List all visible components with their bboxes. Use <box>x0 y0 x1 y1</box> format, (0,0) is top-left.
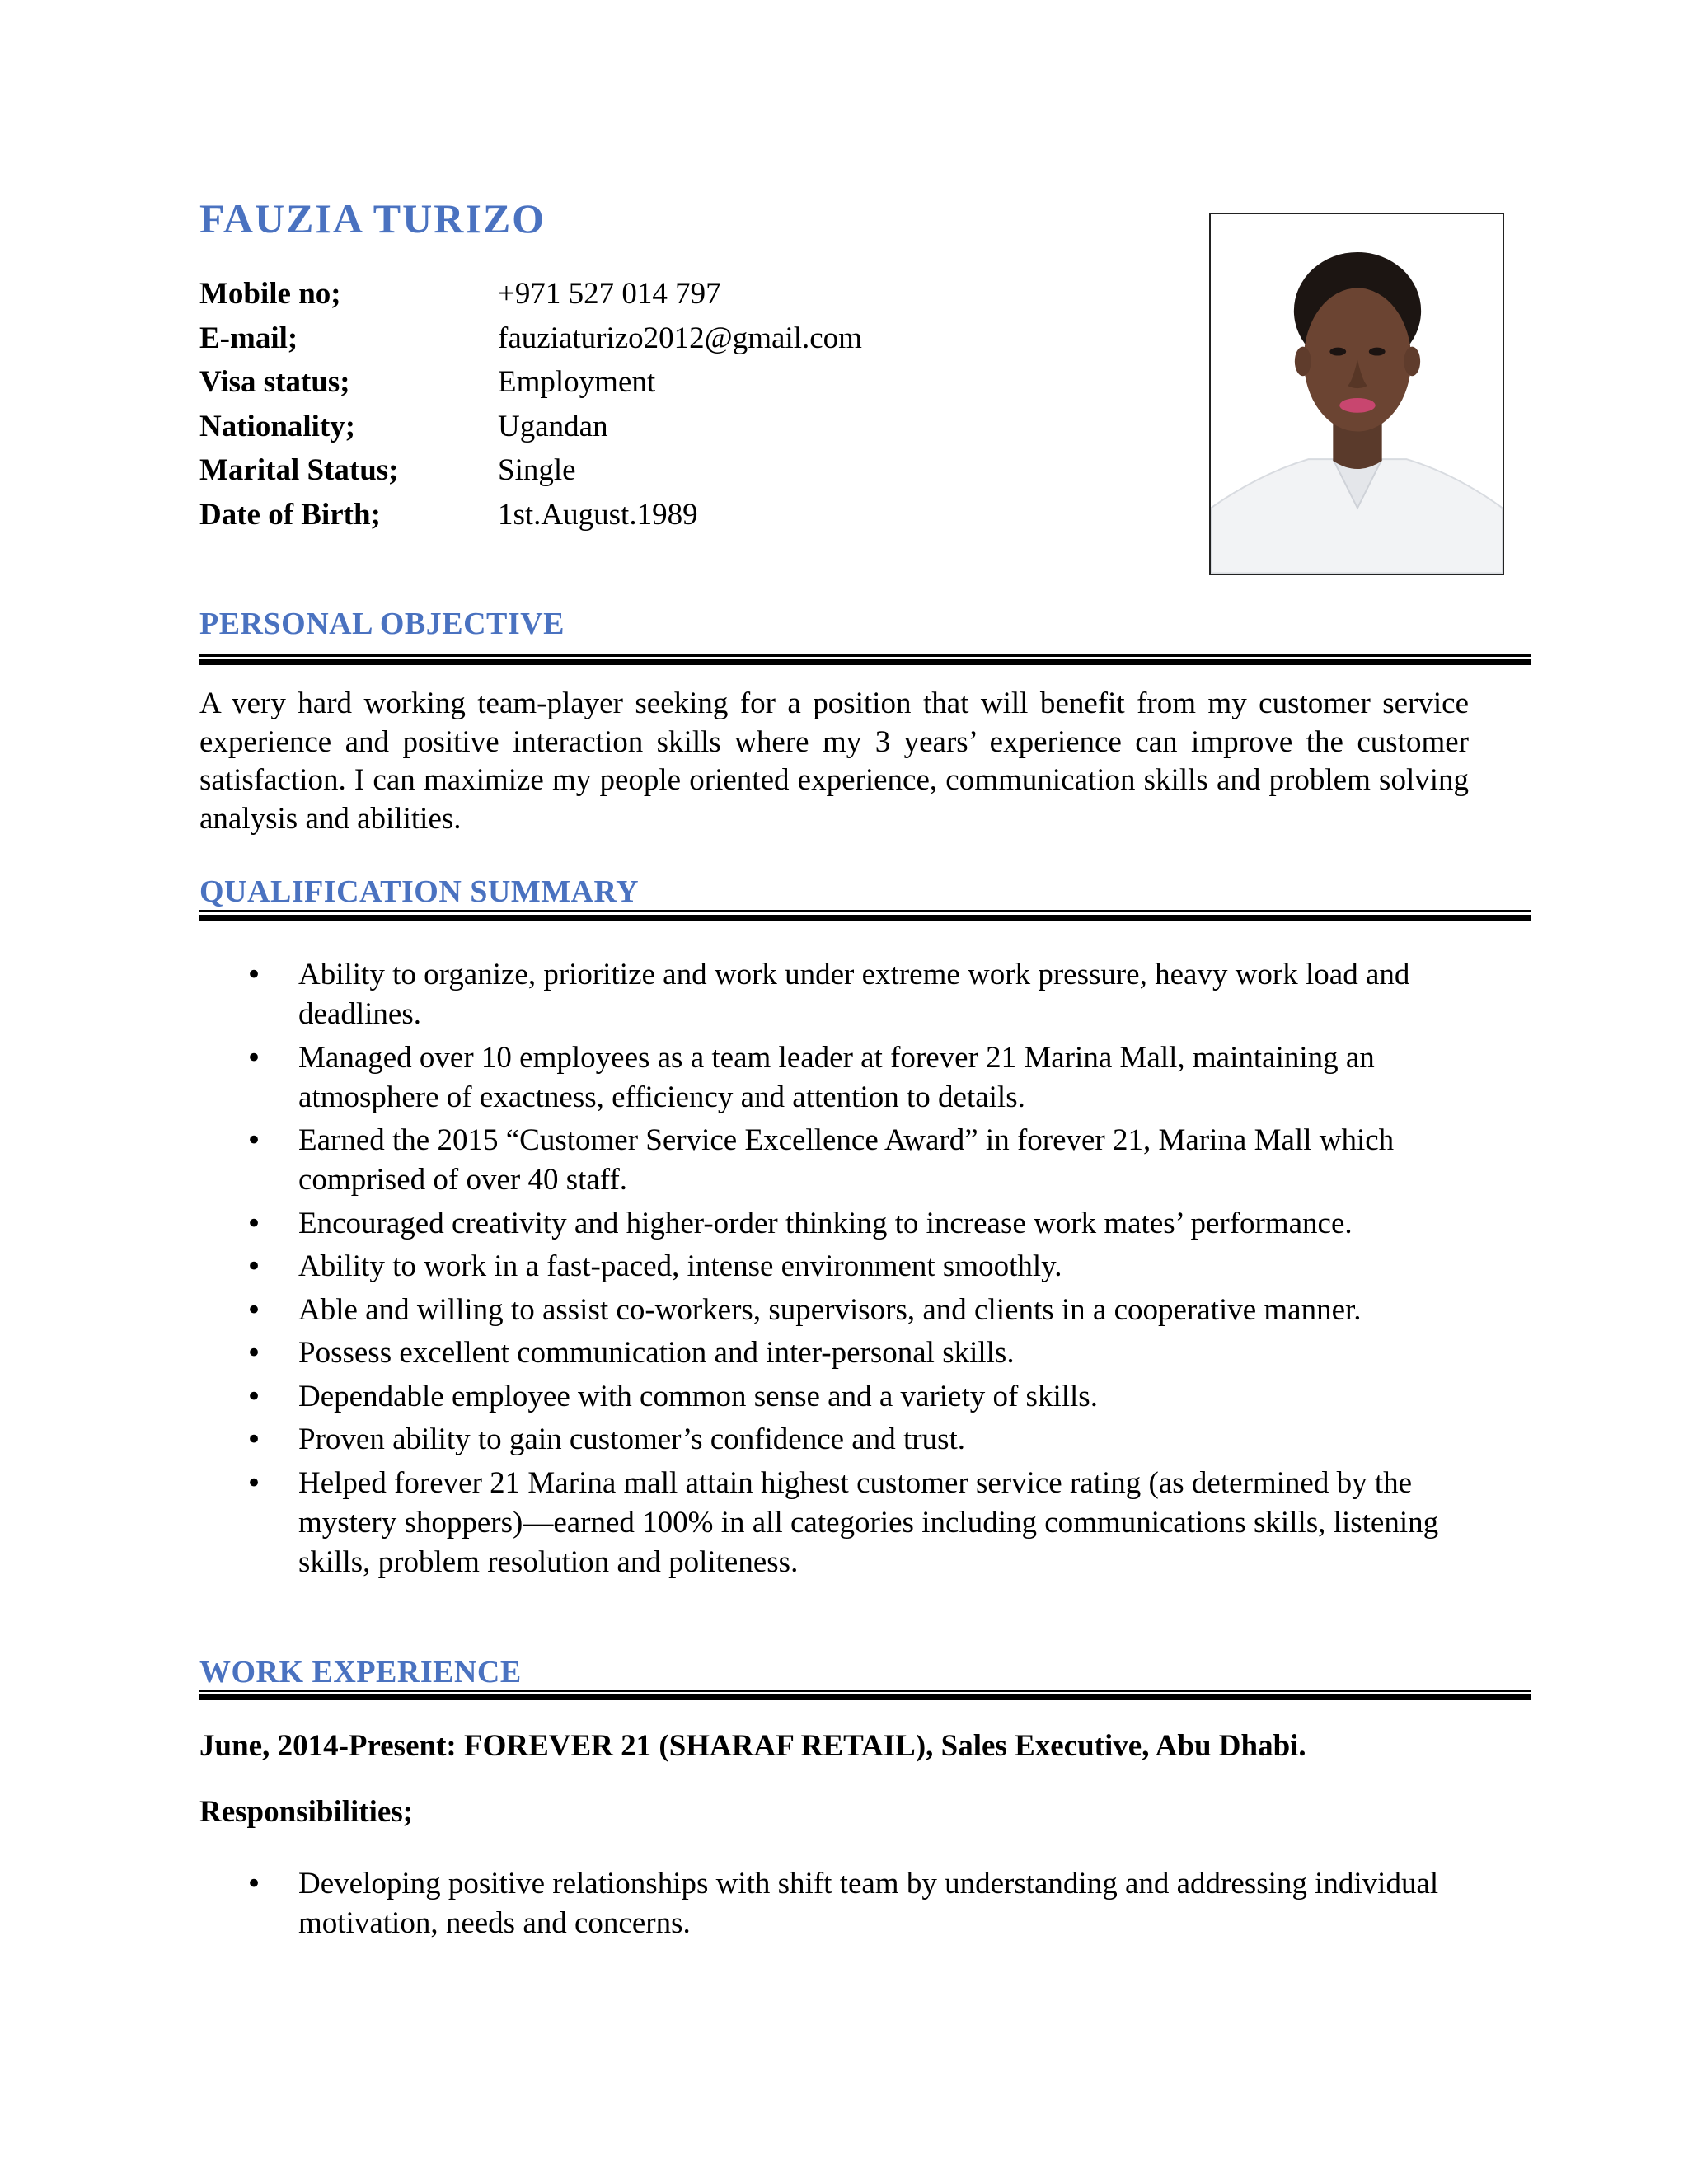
divider-thin-line <box>199 910 1531 912</box>
contact-row-nationality <box>199 405 862 449</box>
list-item: • Helped forever 21 Marina mall attain highest customer service rating (as determined by the mystery shoppers)—earned 100% in all categories including communications skills, listening skills, problem resolution and politeness. <box>199 1464 1469 1582</box>
contact-row-dob <box>199 493 862 537</box>
section-divider <box>199 654 1531 665</box>
list-item: • Dependable employee with common sense and a variety of skills. <box>199 1377 1469 1417</box>
list-item: • Managed over 10 employees as a team leader at forever 21 Marina Mall, maintaining an atmosphere of exactness, efficiency and attention to details. <box>199 1038 1469 1118</box>
contact-row-email <box>199 316 862 361</box>
contact-label: Mobile no; <box>199 277 341 312</box>
list-item: • Possess excellent communication and inter-personal skills. <box>199 1333 1469 1373</box>
contact-label: E-mail; <box>199 321 298 355</box>
contact-value: 1st.August.1989 <box>498 497 698 532</box>
contact-row-marital <box>199 448 862 493</box>
responsibilities-label: Responsibilities; <box>199 1795 414 1829</box>
contact-value: Employment <box>498 365 656 400</box>
list-item: • Developing positive relationships with shift team by understanding and addressing individual motivation, needs and concerns. <box>199 1864 1469 1943</box>
profile-photo <box>1209 213 1504 575</box>
divider-thick-line <box>199 659 1531 665</box>
list-item: • Ability to work in a fast-paced, intense environment smoothly. <box>199 1247 1469 1286</box>
section-divider <box>199 910 1531 921</box>
list-item: • Encouraged creativity and higher-order thinking to increase work mates’ performance. <box>199 1204 1469 1244</box>
portrait-illustration <box>1211 214 1503 574</box>
contact-row-visa <box>199 360 862 405</box>
contact-value: +971 527 014 797 <box>498 277 721 312</box>
section-divider <box>199 1690 1531 1700</box>
contact-label: Visa status; <box>199 365 350 400</box>
responsibility-list <box>199 1864 1469 1947</box>
candidate-name: FAUZIA TURIZO <box>199 195 546 241</box>
section-title-objective: PERSONAL OBJECTIVE <box>199 607 565 641</box>
section-title-experience: WORK EXPERIENCE <box>199 1655 522 1690</box>
section-title-qualifications: QUALIFICATION SUMMARY <box>199 874 640 909</box>
contact-info <box>199 272 862 537</box>
divider-thin-line <box>199 1690 1531 1692</box>
divider-thick-line <box>199 915 1531 921</box>
objective-text: A very hard working team-player seeking for a position that will benefit from my customer service experience and positive interaction skills where my 3 years’ experience can improve the customer satisfaction. I can maximize my people oriented experience, communication skills and problem solving analysis and abilities. <box>199 687 1469 836</box>
list-item: • Able and willing to assist co-workers, supervisors, and clients in a cooperative manner. <box>199 1291 1469 1330</box>
contact-value: Ugandan <box>498 409 608 443</box>
contact-value: fauziaturizo2012@gmail.com <box>498 321 862 355</box>
qualification-list <box>199 955 1469 1586</box>
list-item: • Earned the 2015 “Customer Service Excellence Award” in forever 21, Marina Mall which comprised of over 40 staff. <box>199 1121 1469 1200</box>
list-item: • Ability to organize, prioritize and work under extreme work pressure, heavy work load and deadlines. <box>199 955 1469 1034</box>
contact-label: Date of Birth; <box>199 497 381 532</box>
contact-label: Nationality; <box>199 409 356 443</box>
contact-value: Single <box>498 453 576 488</box>
job-heading: June, 2014-Present: FOREVER 21 (SHARAF RETAIL), Sales Executive, Abu Dhabi. <box>199 1729 1306 1763</box>
contact-row-mobile <box>199 272 862 316</box>
divider-thin-line <box>199 654 1531 657</box>
list-item: • Proven ability to gain customer’s confidence and trust. <box>199 1420 1469 1460</box>
contact-label: Marital Status; <box>199 453 399 488</box>
divider-thick-line <box>199 1694 1531 1700</box>
